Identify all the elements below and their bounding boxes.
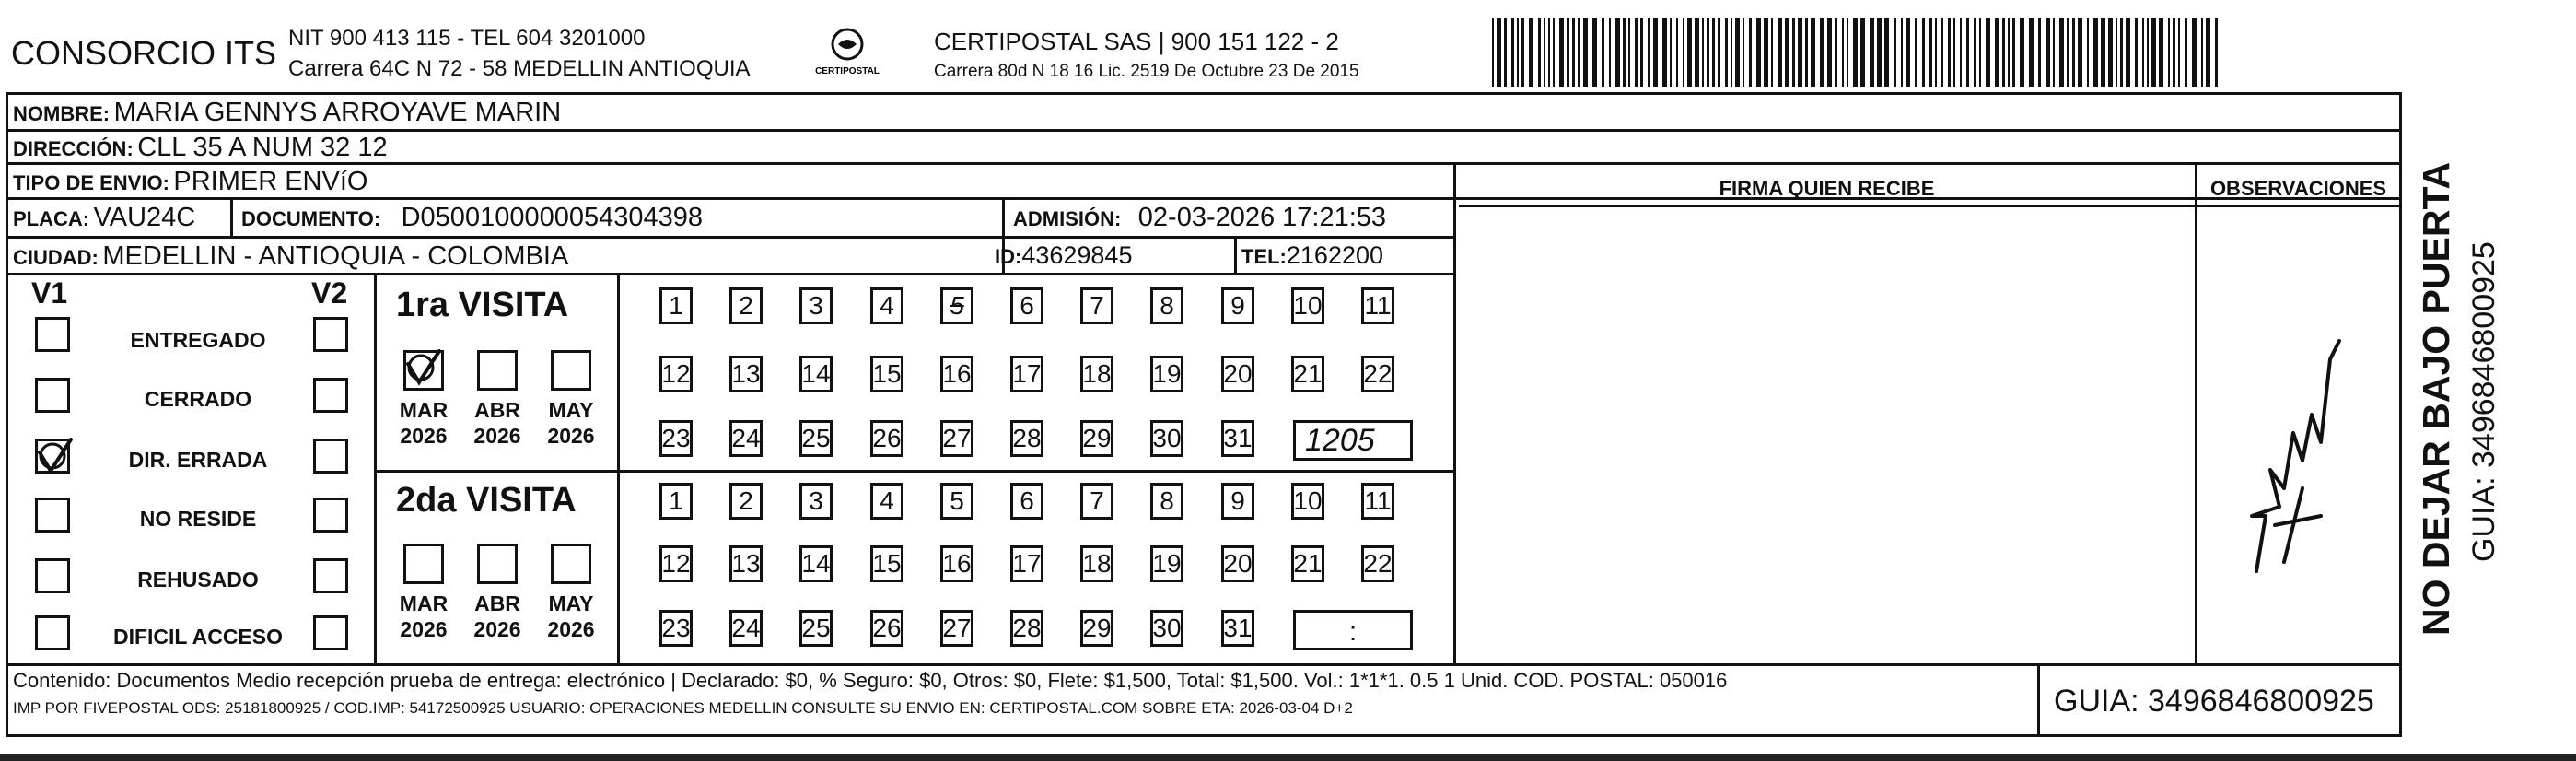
tel-label: TEL: — [1241, 245, 1287, 268]
month-year: 2026 — [547, 616, 595, 641]
month-checkbox[interactable] — [403, 544, 444, 584]
month-name: MAR — [399, 591, 449, 615]
signature-header: FIRMA QUIEN RECIBE — [1719, 177, 1935, 200]
document-cell — [241, 205, 703, 231]
row-divider — [6, 162, 2402, 165]
barcode-bar — [1995, 18, 1999, 87]
barcode-bar — [2029, 18, 2034, 87]
barcode-bar — [1894, 18, 1896, 87]
barcode-bar — [2059, 18, 2064, 87]
certipostal-logo-icon — [810, 26, 884, 81]
barcode-bar — [2215, 18, 2218, 87]
plate-value: VAU24C — [93, 203, 196, 232]
day-box[interactable]: 30 — [1150, 420, 1183, 457]
day-box[interactable]: 2 — [729, 483, 763, 520]
day-box[interactable]: 14 — [799, 545, 833, 582]
day-box[interactable]: 8 — [1150, 483, 1183, 520]
day-box[interactable]: 18 — [1080, 356, 1113, 392]
day-box[interactable]: 24 — [729, 420, 763, 457]
month-name: MAY — [548, 591, 594, 615]
id-label: ID: — [995, 245, 1022, 268]
barcode-bar — [2147, 18, 2149, 87]
barcode-bar — [1820, 18, 1824, 87]
day-box[interactable]: 4 — [870, 287, 903, 324]
barcode-bar — [2101, 18, 2105, 87]
document-value: D0500100000054304398 — [401, 203, 703, 232]
day-box[interactable]: 14 — [799, 356, 833, 392]
page-bottom-edge — [0, 754, 2576, 761]
observations-left-border — [2195, 162, 2197, 666]
v1-checkbox[interactable] — [35, 498, 70, 533]
barcode-bar — [1735, 18, 1740, 87]
barcode-bar — [1683, 18, 1684, 87]
signature-scribble-icon — [2229, 304, 2358, 580]
day-box[interactable]: 7 — [1080, 483, 1113, 520]
footer-guide: GUIA: 3496846800925 — [2054, 684, 2374, 719]
status-label: CERRADO — [144, 387, 252, 411]
barcode-bar — [1941, 18, 1943, 87]
day-box[interactable]: 15 — [870, 545, 903, 582]
barcode-bar — [2168, 18, 2170, 87]
barcode-bar — [1906, 18, 1910, 87]
barcode-bar — [1725, 18, 1728, 87]
guide-vertical: GUIA: 3496846800925 — [2466, 241, 2501, 562]
barcode-bar — [1511, 18, 1514, 87]
signature-left-border — [1453, 162, 1456, 666]
month-year: 2026 — [547, 423, 595, 448]
day-box[interactable]: 11 — [1361, 287, 1394, 324]
v2-label: V2 — [311, 276, 348, 310]
day-box[interactable]: 5 — [940, 287, 973, 324]
barcode-bar — [1553, 18, 1555, 87]
status-label: ENTREGADO — [130, 328, 266, 352]
barcode-bar — [1572, 18, 1575, 87]
barcode — [1492, 18, 2224, 87]
plate-label: PLACA: — [13, 207, 90, 230]
barcode-bar — [2078, 18, 2082, 87]
barcode-bar — [1764, 18, 1768, 87]
barcode-bar — [1756, 18, 1761, 87]
barcode-bar — [1640, 18, 1643, 87]
barcode-bar — [2126, 18, 2130, 87]
barcode-bar — [2046, 18, 2050, 87]
v2-checkbox[interactable] — [313, 439, 348, 474]
barcode-bar — [1785, 18, 1789, 87]
v2-checkbox[interactable] — [313, 498, 348, 533]
id-cell — [995, 243, 1132, 268]
plate-cell — [13, 205, 195, 231]
address-value: CLL 35 A NUM 32 12 — [137, 133, 388, 162]
barcode-bar — [1548, 18, 1550, 87]
barcode-bar — [2116, 18, 2117, 87]
id-value: 43629845 — [1021, 241, 1133, 269]
visit-divider — [617, 273, 620, 663]
barcode-bar — [1712, 18, 1715, 87]
day-box[interactable]: 19 — [1150, 545, 1183, 582]
barcode-bar — [1847, 18, 1848, 87]
barcode-bar — [1602, 18, 1604, 87]
barcode-bar — [1966, 18, 1969, 87]
document-label: DOCUMENTO: — [241, 207, 381, 230]
barcode-bar — [2159, 18, 2163, 87]
barcode-bar — [1915, 18, 1917, 87]
barcode-bar — [2178, 18, 2180, 87]
day-box[interactable]: 22 — [1361, 356, 1394, 392]
day-box[interactable]: 15 — [870, 356, 903, 392]
day-box[interactable]: 26 — [870, 610, 903, 647]
contents-line: Contenido: Documentos Medio recepción prueba de entrega: electrónico | Declarado: $0, % Seguro: $0, Otros: $0, Flete: $1,500, Total: $1,500. Vol.: 1*1*1. 0.5 1 Unid. COD. POSTAL: 050016 — [13, 669, 1728, 692]
barcode-bar — [1922, 18, 1925, 87]
barcode-bar — [1687, 18, 1692, 87]
day-box[interactable]: 1 — [659, 483, 693, 520]
barcode-bar — [1749, 18, 1752, 87]
day-box[interactable]: 29 — [1080, 420, 1113, 457]
month-checkbox[interactable] — [477, 544, 518, 584]
status-label: DIR. ERRADA — [128, 448, 268, 472]
month-name: MAY — [548, 398, 594, 422]
visit-row-divider — [374, 470, 1453, 473]
barcode-bar — [1592, 18, 1597, 87]
day-box[interactable]: 17 — [1010, 356, 1043, 392]
day-box[interactable]: 20 — [1221, 545, 1254, 582]
month-year: 2026 — [473, 423, 521, 448]
day-box[interactable]: 2 — [729, 287, 763, 324]
month-checkbox[interactable] — [551, 544, 591, 584]
barcode-bar — [2201, 18, 2203, 87]
barcode-bar — [1929, 18, 1932, 87]
day-box[interactable]: 11 — [1361, 483, 1394, 520]
barcode-bar — [1870, 18, 1874, 87]
month-label — [543, 591, 599, 642]
barcode-bar — [1731, 18, 1732, 87]
v1-label: V1 — [31, 276, 68, 310]
barcode-bar — [1578, 18, 1580, 87]
barcode-bar — [1583, 18, 1588, 87]
barcode-bar — [2108, 18, 2113, 87]
barcode-bar — [1877, 18, 1882, 87]
first-visit-title: 1ra VISITA — [396, 286, 569, 324]
day-box[interactable]: 4 — [870, 483, 903, 520]
day-box[interactable]: 17 — [1010, 545, 1043, 582]
month-name: ABR — [474, 398, 520, 422]
barcode-bar — [1538, 18, 1541, 87]
barcode-graphic — [1492, 18, 2224, 87]
barcode-bar — [1974, 18, 1976, 87]
barcode-bar — [1948, 18, 1951, 87]
barcode-bar — [1559, 18, 1564, 87]
barcode-bar — [1953, 18, 1955, 87]
admission-value: 02-03-2026 17:21:53 — [1137, 203, 1387, 232]
barcode-bar — [1935, 18, 1937, 87]
status-label: DIFICIL ACCESO — [112, 625, 283, 649]
month-label — [470, 398, 525, 449]
city-label: CIUDAD: — [13, 246, 99, 269]
day-box[interactable]: 23 — [659, 610, 693, 647]
check-mark-icon — [34, 436, 75, 476]
barcode-bar — [1778, 18, 1782, 87]
day-box[interactable]: 19 — [1150, 356, 1183, 392]
day-box[interactable]: 12 — [659, 545, 693, 582]
barcode-bar — [2008, 18, 2010, 87]
month-year: 2026 — [473, 616, 521, 641]
barcode-bar — [1635, 18, 1638, 87]
day-box[interactable]: 30 — [1150, 610, 1183, 647]
month-checkbox[interactable] — [551, 350, 591, 391]
handwritten-signature — [2229, 304, 2358, 580]
day-box[interactable]: 9 — [1221, 287, 1254, 324]
month-year: 2026 — [400, 423, 448, 448]
barcode-bar — [1853, 18, 1858, 87]
barcode-bar — [1529, 18, 1533, 87]
barcode-bar — [1842, 18, 1844, 87]
day-box[interactable]: 24 — [729, 610, 763, 647]
day-box[interactable]: 31 — [1221, 610, 1254, 647]
barcode-bar — [2185, 18, 2187, 87]
barcode-bar — [1670, 18, 1672, 87]
day-box[interactable]: 31 — [1221, 420, 1254, 457]
row-divider — [6, 129, 2402, 132]
admission-label: ADMISIÓN: — [1013, 207, 1122, 230]
row-divider — [6, 236, 1456, 239]
company-name: CONSORCIO ITS — [11, 34, 277, 72]
day-box[interactable]: 12 — [659, 356, 693, 392]
barcode-bar — [2135, 18, 2138, 87]
month-label — [396, 591, 451, 642]
barcode-bar — [2072, 18, 2075, 87]
second-visit-time: : — [1348, 616, 1358, 647]
day-box[interactable]: 27 — [940, 420, 973, 457]
status-divider — [374, 273, 377, 663]
day-box[interactable]: 18 — [1080, 545, 1113, 582]
v2-checkbox[interactable] — [313, 378, 348, 413]
barcode-bar — [1504, 18, 1507, 87]
admission-cell — [1013, 205, 1386, 231]
day-box[interactable]: 7 — [1080, 287, 1113, 324]
observations-header: OBSERVACIONES — [2209, 177, 2387, 200]
address-label: DIRECCIÓN: — [13, 137, 134, 160]
first-visit-time-box[interactable] — [1293, 420, 1413, 461]
shipping-type-row — [13, 169, 367, 195]
day-box[interactable]: 3 — [799, 483, 833, 520]
day-box[interactable]: 8 — [1150, 287, 1183, 324]
day-box[interactable]: 5 — [940, 483, 973, 520]
logo-text: CERTIPOSTAL — [815, 66, 880, 76]
barcode-bar — [1615, 18, 1620, 87]
month-label — [470, 591, 525, 642]
day-box[interactable]: 3 — [799, 287, 833, 324]
v1-checkbox[interactable] — [35, 558, 70, 593]
barcode-bar — [2002, 18, 2005, 87]
barcode-bar — [1707, 18, 1709, 87]
barcode-bar — [1901, 18, 1903, 87]
barcode-bar — [1811, 18, 1815, 87]
day-box[interactable]: 13 — [729, 545, 763, 582]
barcode-bar — [1986, 18, 1990, 87]
day-box[interactable]: 26 — [870, 420, 903, 457]
warning-vertical: NO DEJAR BAJO PUERTA — [2415, 161, 2457, 636]
day-box[interactable]: 9 — [1221, 483, 1254, 520]
month-year: 2026 — [400, 616, 448, 641]
month-checkbox[interactable] — [477, 350, 518, 391]
barcode-bar — [2192, 18, 2197, 87]
barcode-bar — [1628, 18, 1630, 87]
barcode-bar — [1884, 18, 1889, 87]
barcode-bar — [1805, 18, 1808, 87]
barcode-bar — [1835, 18, 1837, 87]
barcode-bar — [1979, 18, 1981, 87]
barcode-bar — [1567, 18, 1569, 87]
check-mark-icon — [402, 347, 443, 388]
cell-divider — [1234, 236, 1237, 275]
footer-divider — [6, 663, 2402, 666]
barcode-bar — [2020, 18, 2024, 87]
day-box[interactable]: 29 — [1080, 610, 1113, 647]
barcode-bar — [2012, 18, 2015, 87]
company-address: Carrera 64C N 72 - 58 MEDELLIN ANTIOQUIA — [288, 56, 751, 81]
city-cell — [13, 243, 568, 270]
imp-line: IMP POR FIVEPOSTAL ODS: 25181800925 / COD.IMP: 54172500925 USUARIO: OPERACIONES MEDELLIN CONSULTE SU ENVIO EN: CERTIPOSTAL.COM SOBRE ETA: 2026-03-04 D+2 — [13, 699, 1353, 717]
barcode-bar — [1648, 18, 1650, 87]
tel-cell — [1241, 243, 1383, 268]
shipping-type-value: PRIMER ENVíO — [173, 167, 368, 196]
company-nit: NIT 900 413 115 - TEL 604 3201000 — [288, 26, 646, 51]
day-box[interactable]: 13 — [729, 356, 763, 392]
v1-checkbox[interactable] — [35, 439, 70, 474]
v1-checkbox[interactable] — [35, 317, 70, 352]
barcode-bar — [1623, 18, 1626, 87]
name-row — [13, 100, 561, 126]
barcode-bar — [2151, 18, 2156, 87]
name-value: MARIA GENNYS ARROYAVE MARIN — [113, 98, 562, 127]
city-value: MEDELLIN - ANTIOQUIA - COLOMBIA — [102, 241, 569, 271]
barcode-bar — [1771, 18, 1773, 87]
address-row — [13, 135, 388, 161]
footer-guide-divider — [2037, 663, 2040, 737]
barcode-bar — [1960, 18, 1962, 87]
v2-checkbox[interactable] — [313, 317, 348, 352]
day-box[interactable]: 6 — [1010, 287, 1043, 324]
barcode-bar — [2120, 18, 2123, 87]
v1-checkbox[interactable] — [35, 615, 70, 650]
barcode-bar — [1492, 18, 1494, 87]
day-box[interactable]: 6 — [1010, 483, 1043, 520]
day-box[interactable]: 22 — [1361, 545, 1394, 582]
day-box[interactable]: 16 — [940, 545, 973, 582]
barcode-bar — [1662, 18, 1667, 87]
day-box[interactable]: 21 — [1291, 545, 1324, 582]
day-box[interactable]: 25 — [799, 610, 833, 647]
column-header-divider — [1459, 205, 2402, 207]
day-box[interactable]: 16 — [940, 356, 973, 392]
day-box[interactable]: 10 — [1291, 287, 1324, 324]
second-visit-title: 2da VISITA — [396, 481, 577, 520]
tel-value: 2162200 — [1286, 241, 1384, 269]
barcode-bar — [2206, 18, 2210, 87]
month-checkbox[interactable] — [403, 350, 444, 391]
barcode-bar — [1609, 18, 1611, 87]
day-box[interactable]: 23 — [659, 420, 693, 457]
carrier-name: CERTIPOSTAL SAS | 900 151 122 - 2 — [934, 28, 1339, 55]
barcode-bar — [1521, 18, 1524, 87]
day-box[interactable]: 21 — [1291, 356, 1324, 392]
shipping-type-label: TIPO DE ENVIO: — [13, 171, 169, 194]
status-label: REHUSADO — [137, 568, 259, 591]
barcode-bar — [1544, 18, 1545, 87]
barcode-bar — [1653, 18, 1658, 87]
barcode-bar — [1695, 18, 1699, 87]
barcode-bar — [1702, 18, 1704, 87]
v1-checkbox[interactable] — [35, 378, 70, 413]
barcode-bar — [2087, 18, 2089, 87]
first-visit-time: 1205 — [1305, 423, 1375, 458]
barcode-bar — [2067, 18, 2069, 87]
barcode-bar — [2093, 18, 2098, 87]
month-label — [543, 398, 599, 449]
barcode-bar — [1718, 18, 1720, 87]
barcode-bar — [1517, 18, 1519, 87]
day-box[interactable]: 28 — [1010, 610, 1043, 647]
right-border — [2399, 129, 2402, 737]
barcode-bar — [1827, 18, 1832, 87]
barcode-bar — [2053, 18, 2055, 87]
barcode-bar — [1743, 18, 1744, 87]
name-label: NOMBRE: — [13, 102, 111, 125]
day-box[interactable]: 20 — [1221, 356, 1254, 392]
certipostal-logo — [810, 26, 884, 81]
status-label: NO RESIDE — [139, 507, 257, 531]
second-visit-time-box[interactable] — [1293, 610, 1413, 650]
barcode-bar — [1792, 18, 1795, 87]
month-label — [396, 398, 451, 449]
month-name: MAR — [399, 398, 449, 422]
day-box[interactable]: 1 — [659, 287, 693, 324]
barcode-bar — [1798, 18, 1802, 87]
row-divider — [6, 273, 1456, 275]
day-box[interactable]: 10 — [1291, 483, 1324, 520]
barcode-bar — [2173, 18, 2175, 87]
v2-checkbox[interactable] — [313, 558, 348, 593]
barcode-bar — [2142, 18, 2144, 87]
barcode-bar — [1860, 18, 1865, 87]
carrier-address: Carrera 80d N 18 16 Lic. 2519 De Octubre 23 De 2015 — [934, 62, 1359, 81]
day-box[interactable]: 28 — [1010, 420, 1043, 457]
day-box[interactable]: 25 — [799, 420, 833, 457]
barcode-bar — [2038, 18, 2041, 87]
day-box[interactable]: 27 — [940, 610, 973, 647]
v2-checkbox[interactable] — [313, 615, 348, 650]
cell-divider — [230, 197, 233, 236]
barcode-bar — [1497, 18, 1501, 87]
barcode-bar — [1676, 18, 1678, 87]
month-name: ABR — [474, 591, 520, 615]
